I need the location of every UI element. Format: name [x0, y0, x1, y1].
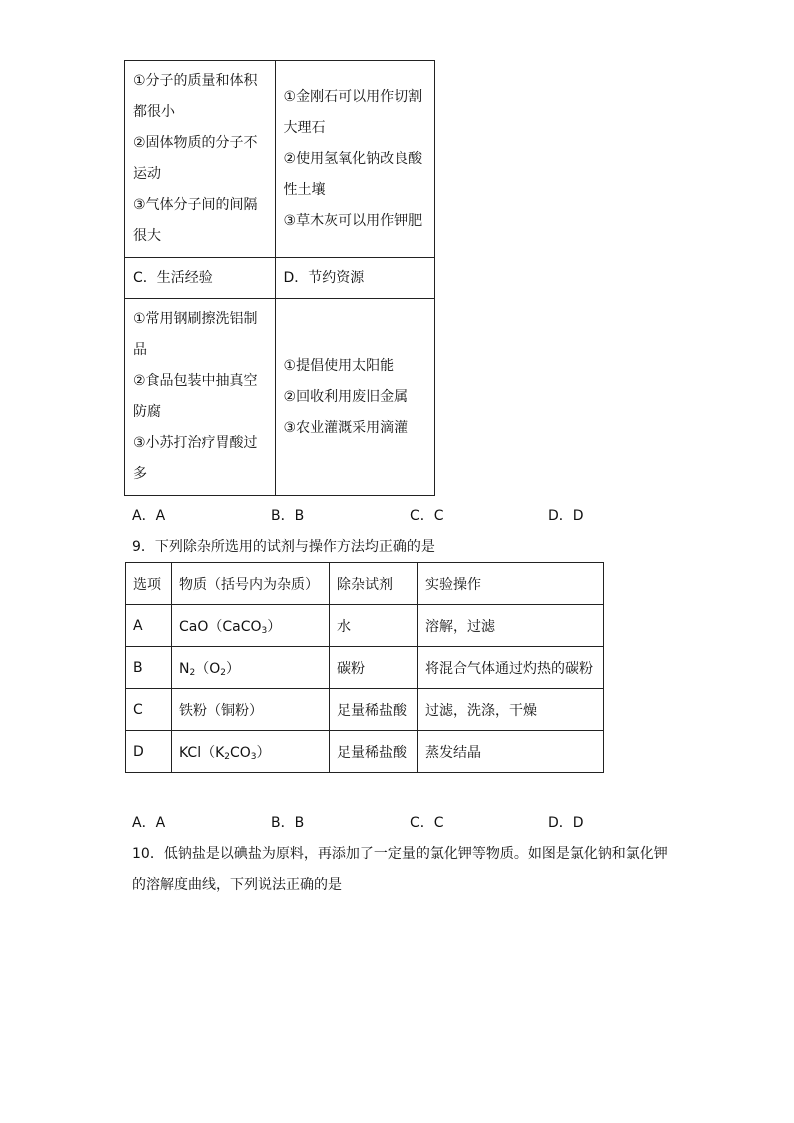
- subscript: 2: [189, 667, 196, 678]
- table-row: [126, 647, 604, 689]
- cell-line: ②固体物质的分子不: [133, 135, 258, 151]
- subscript: 2: [224, 751, 230, 762]
- q8-cell-c: [125, 299, 276, 496]
- cell-line: ③草木灰可以用作钾肥: [283, 212, 423, 229]
- row-substance: [172, 605, 330, 647]
- option-c[interactable]: C．C: [410, 508, 444, 524]
- header-cell: 实验操作: [418, 563, 604, 605]
- subscript: 2: [220, 667, 226, 678]
- cell-line: 防腐: [133, 404, 161, 420]
- table-header-row: [126, 563, 604, 605]
- option-b[interactable]: B．B: [271, 815, 305, 831]
- option-b[interactable]: B．B: [271, 508, 305, 524]
- option-d[interactable]: D．D: [548, 508, 584, 524]
- row-option: B: [126, 647, 172, 689]
- cell-line: 很大: [133, 228, 161, 244]
- q9-stem: 9．下列除杂所选用的试剂与操作方法均正确的是: [132, 539, 435, 555]
- substance-text: （O: [195, 660, 221, 677]
- row-operation: 蒸发结晶: [418, 731, 604, 773]
- row-operation: 溶解，过滤: [418, 605, 604, 647]
- q10-line-1: 10．低钠盐是以碘盐为原料，再添加了一定量的氯化钾等物质。如图是氯化钠和氯化钾: [132, 846, 668, 862]
- subscript: 3: [261, 625, 268, 636]
- row-substance: 铁粉（铜粉）: [172, 689, 330, 731]
- substance-text: ）: [225, 660, 240, 677]
- cell-line: 多: [133, 466, 147, 482]
- header-cell: 除杂试剂: [330, 563, 418, 605]
- cell-line: ①常用钢刷擦洗铝制: [133, 311, 258, 327]
- row-substance: [172, 647, 330, 689]
- cell-line: 性土壤: [283, 181, 326, 198]
- q8-cell-b: [275, 61, 434, 258]
- table-row: [126, 689, 604, 731]
- substance-text: KCl（K: [179, 744, 225, 761]
- row-reagent: 水: [330, 605, 418, 647]
- substance-text: N: [179, 660, 190, 677]
- cell-line: 都很小: [133, 104, 175, 120]
- row-operation: 将混合气体通过灼热的碳粉: [418, 647, 604, 689]
- table-row: [126, 605, 604, 647]
- cell-line: ③小苏打治疗胃酸过: [133, 435, 258, 451]
- option-d[interactable]: D．D: [548, 815, 584, 831]
- q9-options: [132, 812, 692, 834]
- q8-table: [124, 60, 435, 496]
- option-a[interactable]: A．A: [132, 508, 166, 524]
- q8-cell-d: [275, 299, 434, 496]
- q8-header-d: D．节约资源: [275, 258, 434, 299]
- q8-header-c: C．生活经验: [125, 258, 276, 299]
- cell-line: ①分子的质量和体积: [133, 73, 258, 89]
- cell-line: ①提倡使用太阳能: [283, 357, 395, 374]
- substance-text: ）: [256, 744, 271, 761]
- cell-line: ③气体分子间的间隔: [133, 197, 258, 213]
- header-cell: 物质（括号内为杂质）: [172, 563, 330, 605]
- row-reagent: 足量稀盐酸: [330, 689, 418, 731]
- cell-line: ②食品包装中抽真空: [133, 373, 258, 389]
- substance-text: CO: [230, 744, 251, 761]
- q8-cell-a: [125, 61, 276, 258]
- row-reagent: 足量稀盐酸: [330, 731, 418, 773]
- substance-text: CaO（CaCO: [179, 618, 262, 635]
- option-a[interactable]: A．A: [132, 815, 166, 831]
- header-cell: 选项: [126, 563, 172, 605]
- q9-table: [125, 562, 604, 773]
- cell-line: 大理石: [283, 119, 326, 136]
- option-c[interactable]: C．C: [410, 815, 444, 831]
- row-option: D: [126, 731, 172, 773]
- row-reagent: 碳粉: [330, 647, 418, 689]
- row-substance: [172, 731, 330, 773]
- substance-text: ）: [267, 618, 282, 635]
- cell-line: ②回收利用废旧金属: [283, 388, 409, 405]
- table-row: [126, 731, 604, 773]
- row-option: A: [126, 605, 172, 647]
- row-operation: 过滤，洗涤，干燥: [418, 689, 604, 731]
- cell-line: ③农业灌溉采用滴灌: [283, 419, 409, 436]
- q8-options: [132, 505, 692, 527]
- cell-line: 运动: [133, 166, 161, 182]
- cell-line: ①金刚石可以用作切割: [283, 88, 423, 105]
- subscript: 3: [250, 751, 257, 762]
- row-option: C: [126, 689, 172, 731]
- q10-line-2: 的溶解度曲线，下列说法正确的是: [132, 877, 342, 893]
- cell-line: 品: [133, 342, 147, 358]
- cell-line: ②使用氢氧化钠改良酸: [283, 150, 423, 167]
